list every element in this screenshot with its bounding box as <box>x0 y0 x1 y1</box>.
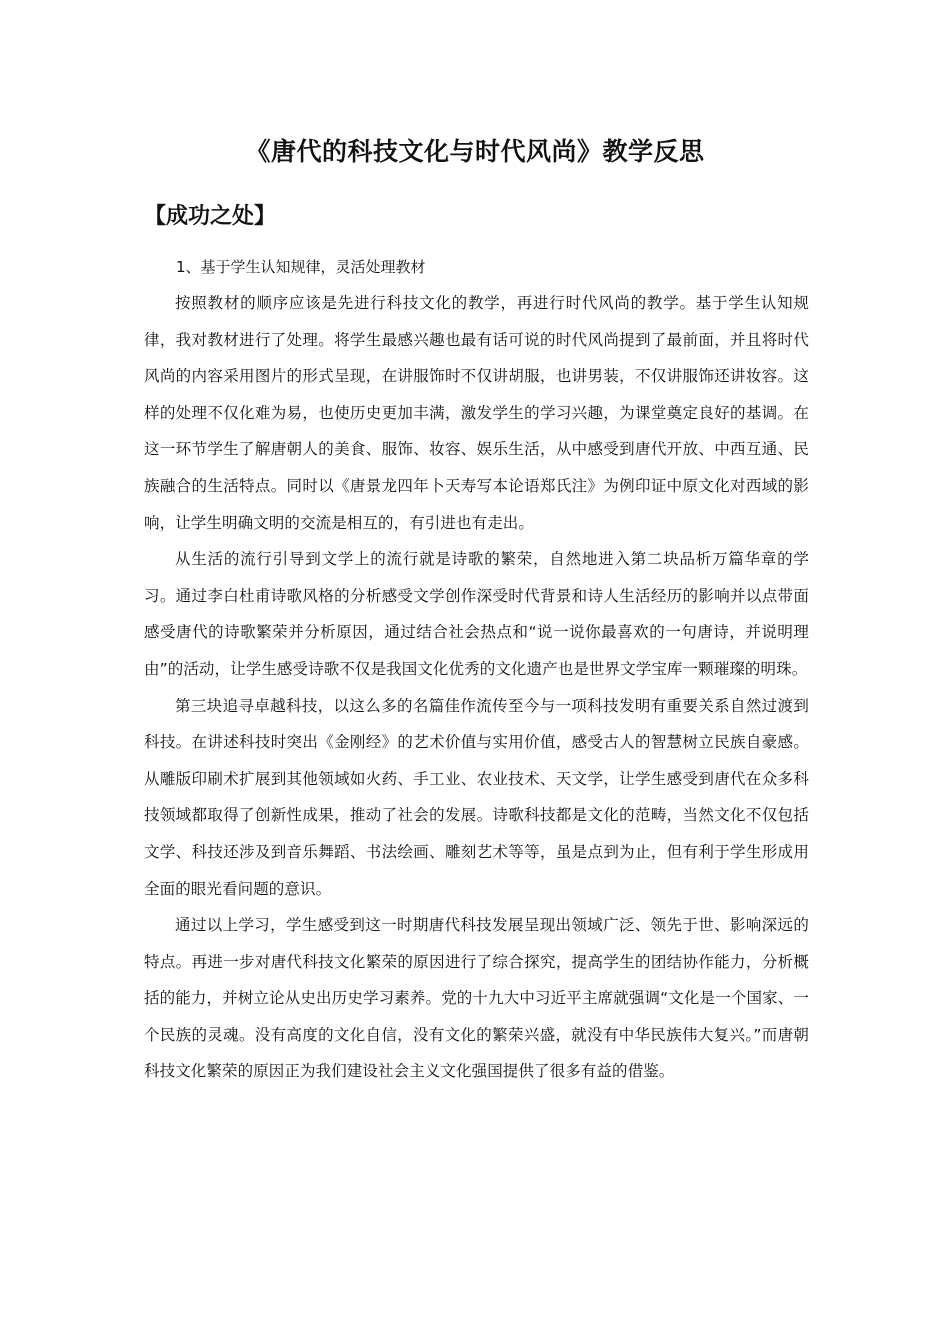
paragraph: 按照教材的顺序应该是先进行科技文化的教学，再进行时代风尚的教学。基于学生认知规律，我对教材进行了处理。将学生最感兴趣也最有话可说的时代风尚提到了最前面，并且将时代风尚的内容采用图片的形式呈现，在讲服饰时不仅讲胡服，也讲男装，不仅讲服饰还讲妆容。这样的处理不仅化难为易，也使历史更加丰满，激发学生的学习兴趣，为课堂奠定良好的基调。在这一环节学生了解唐朝人的美食、服饰、妆容、娱乐生活，从中感受到唐代开放、中西互通、民族融合的生活特点。同时以《唐景龙四年卜天寿写本论语郑氏注》为例印证中原文化对西域的影响，让学生明确文明的交流是相互的，有引进也有走出。 <box>144 294 809 532</box>
document-title: 《唐代的科技文化与时代风尚》教学反思 <box>245 137 705 166</box>
section-heading: 【成功之处】 <box>144 204 277 229</box>
paragraph: 从生活的流行引导到文学上的流行就是诗歌的繁荣，自然地进入第二块品析万篇华章的学习。通过李白杜甫诗歌风格的分析感受文学创作深受时代背景和诗人生活经历的影响并以点带面感受唐代的诗歌繁荣并分析原因，通过结合社会热点和“说一说你最喜欢的一句唐诗，并说明理由”的活动，让学生感受诗歌不仅是我国文化优秀的文化遗产也是世界文学宝库一颗璀璨的明珠。 <box>144 550 809 678</box>
document-body <box>144 249 809 1090</box>
paragraph: 第三块追寻卓越科技，以这么多的名篇佳作流传至今与一项科技发明有重要关系自然过渡到科技。在讲述科技时突出《金刚经》的艺术价值与实用价值，感受古人的智慧树立民族自豪感。从雕版印刷术扩展到其他领域如火药、手工业、农业技术、天文学，让学生感受到唐代在众多科技领域都取得了创新性成果，推动了社会的发展。诗歌科技都是文化的范畴，当然文化不仅包括文学、科技还涉及到音乐舞蹈、书法绘画、雕刻艺术等等，虽是点到为止，但有利于学生形成用全面的眼光看问题的意识。 <box>144 696 809 898</box>
subheading: 1、基于学生认知规律，灵活处理教材 <box>176 258 426 276</box>
paragraph: 通过以上学习，学生感受到这一时期唐代科技发展呈现出领域广泛、领先于世、影响深远的特点。再进一步对唐代科技文化繁荣的原因进行了综合探究，提高学生的团结协作能力，分析概括的能力，并树立论从史出历史学习素养。党的十九大中习近平主席就强调“文化是一个国家、一个民族的灵魂。没有高度的文化自信，没有文化的繁荣兴盛，就没有中华民族伟大复兴。”而唐朝科技文化繁荣的原因正为我们建设社会主义文化强国提供了很多有益的借鉴。 <box>144 916 809 1081</box>
